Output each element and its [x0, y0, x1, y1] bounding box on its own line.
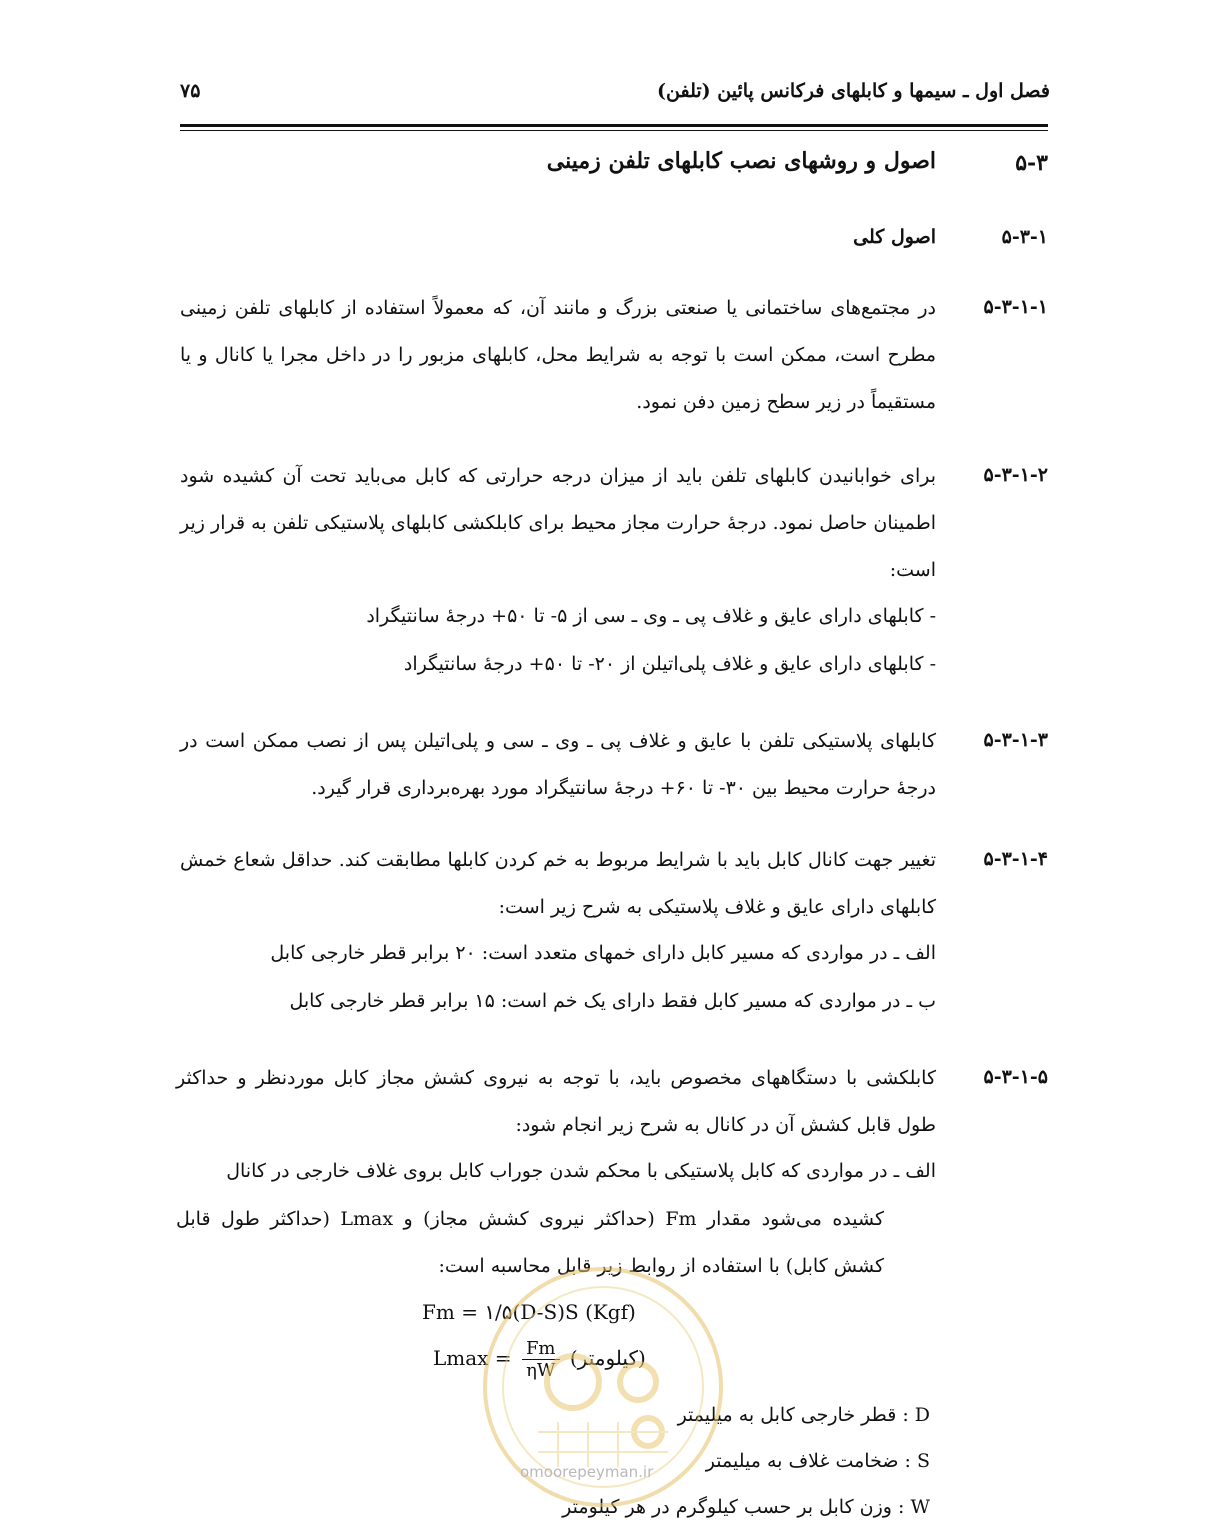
formula-lmax-unit: (کیلومتر): [569, 1346, 646, 1370]
header-rule-thin: [180, 130, 1048, 131]
list-item: الف ـ در مواردی که مسیر کابل دارای خمهای متعدد است: ۲۰ برابر قطر خارجی کابل: [270, 942, 936, 964]
paragraph-number: ۵-۳-۱-۵: [983, 1066, 1048, 1088]
list-item: الف ـ در مواردی که کابل پلاستیکی با محکم شدن جوراب کابل بروی غلاف خارجی در کانال: [226, 1160, 936, 1182]
definition-d: D : قطر خارجی کابل به میلیمتر: [677, 1404, 930, 1426]
section-number: ۵-۳: [1015, 150, 1048, 176]
definition-s: S : ضخامت غلاف به میلیمتر: [705, 1450, 930, 1472]
paragraph-number: ۵-۳-۱-۱: [983, 296, 1048, 318]
list-item: - کابلهای دارای عایق و غلاف پلی‌اتیلن از ۲۰- تا ۵۰+ درجهٔ سانتیگراد: [403, 653, 936, 675]
subsection-number: ۵-۳-۱: [1001, 226, 1048, 248]
paragraph-text: در مجتمع‌های ساختمانی یا صنعتی بزرگ و مانند آن، که معمولاً استفاده از کابلهای تلفن زمینی مطرح است، ممکن است با توجه به شرایط محل، کابلهای مزبور را در داخل مجرا یا کانال و یا مستقیماً در زیر سطح زمین دفن نمود.: [180, 297, 936, 413]
fraction-denominator: ηW: [526, 1360, 556, 1381]
list-item: ب ـ در مواردی که مسیر کابل فقط دارای یک خم است: ۱۵ برابر قطر خارجی کابل: [289, 990, 936, 1012]
chapter-title: فصل اول ـ سیمها و کابلهای فرکانس پائین (تلفن): [657, 80, 1050, 102]
paragraph-text: کابلکشی با دستگاههای مخصوص باید، با توجه به نیروی کشش مجاز کابل موردنظر و حداکثر طول قابل کشش آن در کانال به شرح زیر انجام شود:: [176, 1067, 936, 1136]
paragraph-number: ۵-۳-۱-۴: [983, 848, 1048, 870]
list-item-continuation: کشیده می‌شود مقدار Fm (حداکثر نیروی کشش مجاز) و Lmax (حداکثر طول قابل کشش کابل) با استفاده از روابط زیر قابل محاسبه است:: [176, 1208, 884, 1277]
paragraph-text: برای خوابانیدن کابلهای تلفن باید از میزان درجه حرارتی که کابل می‌باید تحت آن کشیده شود اطمینان حاصل نمود. درجهٔ حرارت مجاز محیط برای کابلکشی کابلهای پلاستیکی تلفن به قرار زیر است:: [180, 465, 936, 581]
paragraph-number: ۵-۳-۱-۲: [983, 464, 1048, 486]
formula-fm: Fm = ۱/۵(D-S)S (Kgf): [422, 1300, 636, 1324]
subsection-title: اصول کلی: [853, 226, 936, 248]
watermark-text: omoorepeyman.ir: [520, 1463, 654, 1481]
section-title: اصول و روشهای نصب کابلهای تلفن زمینی: [546, 148, 936, 174]
formula-lmax-lhs: Lmax =: [433, 1346, 512, 1370]
paragraph-text: تغییر جهت کانال کابل باید با شرایط مربوط به خم کردن کابلها مطابقت کند. حداقل شعاع خمش کابلهای دارای عایق و غلاف پلاستیکی به شرح زیر است:: [180, 849, 936, 918]
paragraph-text: کابلهای پلاستیکی تلفن با عایق و غلاف پی ـ وی ـ سی و پلی‌اتیلن پس از نصب ممکن است در درجهٔ حرارت محیط بین ۳۰- تا ۶۰+ درجهٔ سانتیگراد مورد بهره‌برداری قرار گیرد.: [180, 730, 936, 799]
fraction-numerator: Fm: [522, 1338, 560, 1360]
paragraph-number: ۵-۳-۱-۳: [983, 729, 1048, 751]
list-item: - کابلهای دارای عایق و غلاف پی ـ وی ـ سی از ۵- تا ۵۰+ درجهٔ سانتیگراد: [366, 605, 936, 627]
header-rule-thick: [180, 124, 1048, 127]
definition-w: W : وزن کابل بر حسب کیلوگرم در هر کیلومتر: [562, 1496, 930, 1518]
page-number: ۷۵: [180, 80, 201, 102]
